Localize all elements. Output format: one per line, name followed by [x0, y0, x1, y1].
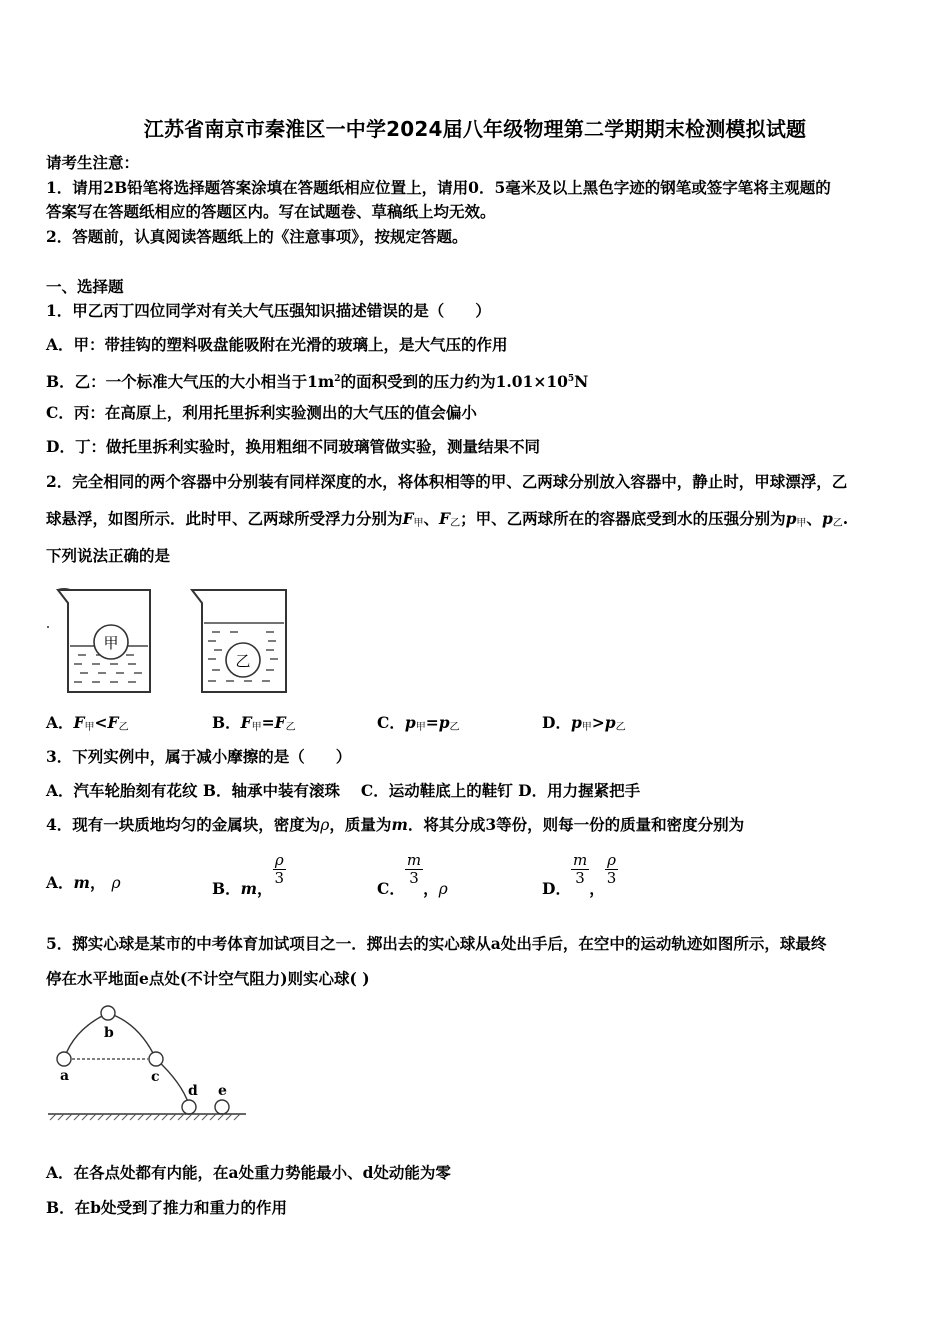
- q2-a-label: A．: [46, 713, 74, 732]
- q2-sep: 、: [423, 509, 440, 528]
- stray-dot: [47, 626, 49, 628]
- q2-a-sub2: 乙: [118, 722, 129, 733]
- q2-force-symbol: F: [402, 509, 414, 528]
- q2-line-2-mid: ；甲、乙两球所在的容器底受到水的压强分别为: [460, 509, 786, 528]
- q4-d-label: D．: [542, 878, 571, 898]
- q5-option-b: B．在b处受到了推力和重力的作用: [46, 1198, 287, 1217]
- q1-b-pre: B．乙：一个标准大气压的大小相当于: [46, 372, 308, 392]
- q4-d-num-rho: ρ: [607, 851, 616, 869]
- q4-b-fraction: [273, 852, 287, 887]
- q4-option-b: [212, 851, 286, 898]
- q2-c-p2: p: [438, 713, 450, 732]
- notice-item-2: 2．答题前，认真阅读答题纸上的《注意事项》，按规定答题。: [46, 227, 468, 246]
- q5-line-2: 停在水平地面e点处(不计空气阻力)则实心球( ): [46, 969, 370, 988]
- q4-option-a: [46, 872, 121, 894]
- q2-a-f1: F: [73, 713, 85, 732]
- q2-line-3: 下列说法正确的是: [46, 546, 171, 565]
- q2-c-sub1: 甲: [415, 722, 426, 733]
- q2-d-p2: p: [604, 713, 616, 732]
- ball-b: [101, 1006, 115, 1020]
- q2-line-2-end: .: [842, 509, 849, 528]
- q2-b-sub2: 乙: [285, 722, 296, 733]
- q2-d-p1: p: [570, 713, 582, 732]
- ground-hatch: [50, 1114, 240, 1120]
- q4-c-num: m: [406, 851, 422, 869]
- q2-force-symbol-2: F: [439, 509, 451, 528]
- notice-heading: 请考生注意：: [46, 153, 140, 172]
- q4-d-den-rho: 3: [606, 869, 617, 887]
- q2-line-2: [46, 508, 848, 535]
- notice-item-1b: 答案写在答题纸相应的答题区内。写在试题卷、草稿纸上均无效。: [46, 202, 496, 221]
- q2-b-op: =: [261, 713, 275, 732]
- q2-d-sub2: 乙: [615, 722, 626, 733]
- q1-stem: 1．甲乙丙丁四位同学对有关大气压强知识描述错误的是（ ）: [46, 301, 491, 320]
- notice-item-1a: 1．请用2B铅笔将选择题答案涂填在答题纸相应位置上，请用0．5毫米及以上黑色字迹的钢笔或签字笔将主观题的: [46, 178, 831, 197]
- q4-d-fraction-m: [571, 852, 589, 887]
- q4-stem-pre: 4．现有一块质地均匀的金属块，密度为: [46, 815, 321, 834]
- q4-b-m: m: [240, 878, 258, 898]
- q3-options: A．汽车轮胎刻有花纹 B．轴承中装有滚珠 C．运动鞋底上的鞋钉 D．用力握紧把手: [46, 781, 641, 800]
- label-d: d: [188, 1083, 198, 1099]
- q2-b-f2: F: [274, 713, 286, 732]
- q2-b-f1: F: [240, 713, 252, 732]
- q2-sub-jia-2: 甲: [796, 518, 807, 529]
- q2-d-sub1: 甲: [581, 722, 592, 733]
- q2-option-a: [46, 712, 129, 739]
- q2-beakers-figure: [40, 585, 300, 700]
- q4-c-comma: ，: [423, 878, 439, 898]
- label-c: c: [151, 1069, 160, 1085]
- q2-c-sub2: 乙: [449, 722, 460, 733]
- q2-c-p1: p: [404, 713, 416, 732]
- ball-c: [149, 1052, 163, 1066]
- page-title: 江苏省南京市秦淮区一中学2024届八年级物理第二学期期末检测模拟试题: [143, 117, 807, 141]
- q4-stem: [46, 814, 744, 836]
- q4-stem-mid: ，质量为: [329, 815, 392, 834]
- q1-option-c: C．丙：在高原上，利用托里拆利实验测出的大气压的值会偏小: [46, 403, 477, 422]
- q4-b-den: 3: [274, 869, 285, 887]
- q4-rho: ρ: [320, 816, 330, 834]
- q5-line-1: 5．掷实心球是某市的中考体育加试项目之一．掷出去的实心球从a处出手后，在空中的运动轨迹如图所示，球最终: [46, 934, 827, 953]
- label-e: e: [218, 1083, 227, 1099]
- q4-c-fraction: [405, 852, 423, 887]
- q4-b-num: ρ: [274, 851, 284, 869]
- q5-option-a: A．在各点处都有内能，在a处重力势能最小、d处动能为零: [46, 1163, 451, 1182]
- ball-jia-label: 甲: [103, 634, 119, 652]
- q2-a-op: <: [94, 713, 108, 732]
- q1-b-exp2: 2: [334, 374, 341, 384]
- q4-option-d: [542, 851, 618, 898]
- q2-a-f2: F: [107, 713, 119, 732]
- q5-trajectory-figure: [44, 1003, 250, 1125]
- q1-option-a: A．甲：带挂钩的塑料吸盘能吸附在光滑的玻璃上，是大气压的作用: [46, 335, 508, 354]
- q2-b-sub1: 甲: [251, 722, 262, 733]
- q2-d-op: >: [591, 713, 605, 732]
- q4-a-comma: ，: [89, 873, 106, 892]
- q2-sep-2: 、: [806, 509, 822, 528]
- q2-c-op: =: [425, 713, 439, 732]
- ball-a: [57, 1052, 71, 1066]
- q2-pressure-symbol-2: p: [821, 509, 833, 528]
- q2-line-2-pre: 球悬浮，如图所示．此时甲、乙两球所受浮力分别为: [46, 509, 403, 528]
- q3-stem: 3．下列实例中，属于减小摩擦的是（ ）: [46, 747, 352, 766]
- label-b: b: [104, 1025, 114, 1041]
- q1-option-b: [46, 368, 588, 393]
- q4-d-comma: ，: [589, 878, 605, 898]
- q4-c-den: 3: [405, 869, 423, 887]
- q4-option-c: [377, 851, 448, 898]
- q2-sub-jia: 甲: [413, 518, 424, 529]
- q2-option-c: [377, 712, 460, 739]
- q1-b-mid: 的面积受到的压力约为: [340, 372, 496, 392]
- q4-a-label: A．: [46, 873, 74, 892]
- q4-b-comma: ，: [257, 878, 273, 898]
- q4-c-label: C．: [377, 878, 405, 898]
- q4-b-label: B．: [212, 878, 241, 898]
- q2-option-d: [542, 712, 626, 739]
- q2-sub-yi-2: 乙: [832, 518, 843, 529]
- q2-d-label: D．: [542, 713, 571, 732]
- label-a: a: [60, 1068, 70, 1084]
- q2-option-b: [212, 712, 296, 739]
- q2-line-1: 2．完全相同的两个容器中分别装有同样深度的水，将体积相等的甲、乙两球分别放入容器中，静止时，甲球漂浮，乙: [46, 472, 848, 491]
- ball-d: [182, 1100, 196, 1114]
- q1-b-area: 1m: [307, 372, 335, 392]
- q2-pressure-symbol: p: [785, 509, 797, 528]
- q2-sub-yi: 乙: [450, 518, 461, 529]
- q4-d-num-m: m: [572, 851, 588, 869]
- q4-d-den-m: 3: [571, 869, 589, 887]
- ball-yi-label: 乙: [235, 652, 251, 670]
- ball-e: [215, 1100, 229, 1114]
- q4-stem-end: ．将其分成3等份，则每一份的质量和密度分别为: [407, 815, 745, 834]
- q1-option-d: D．丁：做托里拆利实验时，换用粗细不同玻璃管做实验，测量结果不同: [46, 437, 540, 456]
- q1-b-exp5: 5: [567, 374, 575, 384]
- q4-a-m: m: [73, 873, 90, 892]
- q1-b-value: 1.01×10: [495, 372, 568, 392]
- q4-d-fraction-rho: [605, 852, 619, 887]
- section-heading: 一、选择题: [46, 277, 124, 296]
- q4-c-rho: ρ: [438, 879, 448, 898]
- q2-c-label: C．: [377, 713, 405, 732]
- q1-b-unit: N: [574, 372, 589, 392]
- q2-a-sub1: 甲: [84, 722, 95, 733]
- q4-m: m: [391, 815, 408, 834]
- q4-a-rho: ρ: [111, 874, 121, 892]
- q2-b-label: B．: [212, 713, 241, 732]
